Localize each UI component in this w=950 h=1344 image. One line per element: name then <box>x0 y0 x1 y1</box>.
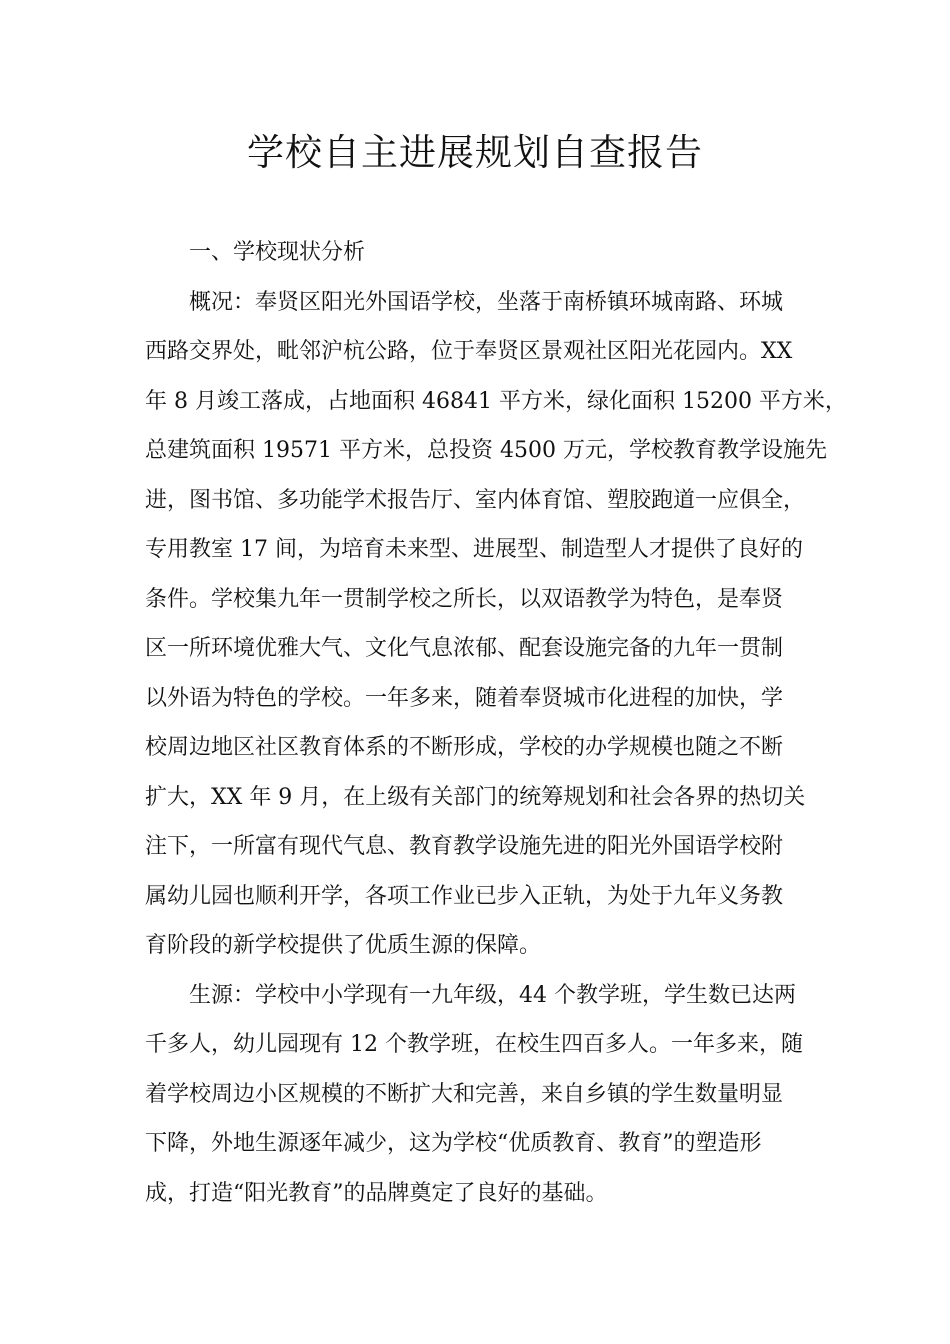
paragraph-line: 专用教室 17 间，为培育未来型、进展型、制造型人才提供了良好的 <box>145 537 803 562</box>
paragraph-line: 进，图书馆、多功能学术报告厅、室内体育馆、塑胶跑道一应俱全， <box>145 487 806 513</box>
paragraph-line: 着学校周边小区规模的不断扩大和完善，来自乡镇的学生数量明显 <box>145 1081 784 1107</box>
paragraph-line: 生源：学校中小学现有一九年级，44 个教学班，学生数已达两 <box>189 982 796 1008</box>
paragraph-students <box>145 971 825 1219</box>
paragraph-line: 属幼儿园也顺利开学，各项工作业已步入正轨，为处于九年义务教 <box>145 883 784 909</box>
paragraph-overview <box>145 278 847 971</box>
paragraph-line: 条件。学校集九年一贯制学校之所长，以双语教学为特色，是奉贤 <box>145 586 784 612</box>
document-body <box>145 228 847 1218</box>
paragraph-line: 西路交界处，毗邻沪杭公路，位于奉贤区景观社区阳光花园内。XX <box>145 339 793 364</box>
paragraph-line: 校周边地区社区教育体系的不断形成，学校的办学规模也随之不断 <box>145 735 784 760</box>
paragraph-line: 总建筑面积 19571 平方米，总投资 4500 万元，学校教育教学设施先 <box>145 438 827 463</box>
paragraph-line: 以外语为特色的学校。一年多来，随着奉贤城市化进程的加快，学 <box>145 685 784 711</box>
section-heading: 一、学校现状分析 <box>189 240 366 265</box>
paragraph-line: 下降，外地生源逐年减少，这为学校“优质教育、教育”的塑造形 <box>145 1131 762 1156</box>
paragraph-line: 区一所环境优雅大气、文化气息浓郁、配套设施完备的九年一贯制 <box>145 636 784 661</box>
paragraph-line: 成，打造“阳光教育”的品牌奠定了良好的基础。 <box>145 1180 608 1206</box>
paragraph-line: 千多人，幼儿园现有 12 个教学班，在校生四百多人。一年多来，随 <box>145 1032 803 1057</box>
paragraph-line: 注下，一所富有现代气息、教育教学设施先进的阳光外国语学校附 <box>145 834 784 859</box>
paragraph-line: 扩大，XX 年 9 月，在上级有关部门的统筹规划和社会各界的热切关 <box>145 784 806 810</box>
paragraph-line: 概况：奉贤区阳光外国语学校，坐落于南桥镇环城南路、环城 <box>189 289 784 315</box>
paragraph-line: 育阶段的新学校提供了优质生源的保障。 <box>145 933 542 958</box>
document-title: 学校自主进展规划自查报告 <box>247 131 703 174</box>
paragraph-line: 年 8 月竣工落成，占地面积 46841 平方米，绿化面积 15200 平方米， <box>145 388 847 414</box>
